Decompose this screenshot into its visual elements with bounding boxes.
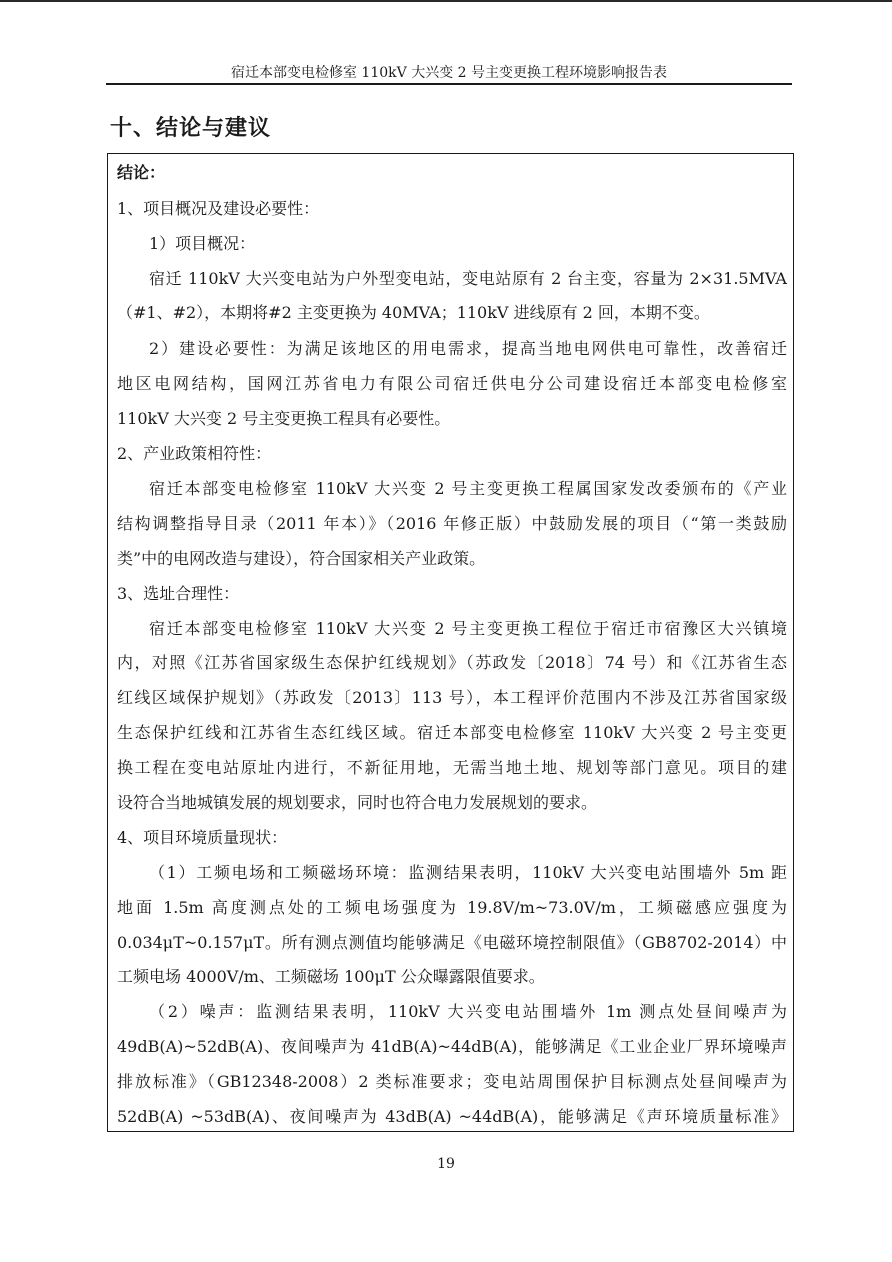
paragraph-line: 0.034μT~0.157μT。所有测点测值均能够满足《电磁环境控制限值》（GB8702-2014）中 [117,933,787,952]
paragraph-line: 52dB(A) ~53dB(A)、夜间噪声为 43dB(A) ~44dB(A)，能够满足《声环境质量标准》 [117,1107,787,1126]
paragraph-line: 110kV 大兴变 2 号主变更换工程具有必要性。 [117,409,451,428]
paragraph-line: 宿迁本部变电检修室 110kV 大兴变 2 号主变更换工程位于宿迁市宿豫区大兴镇境 [149,619,787,638]
paragraph-line: 排放标准》（GB12348-2008）2 类标准要求；变电站周围保护目标测点处昼间噪声为 [117,1072,787,1091]
conclusion-label: 结论： [117,163,166,182]
paragraph-line: 设符合当地城镇发展的规划要求，同时也符合电力发展规划的要求。 [117,793,598,812]
page-top-border [0,0,892,2]
paragraph-line: 宿迁 110kV 大兴变电站为户外型变电站，变电站原有 2 台主变，容量为 2×31.5MVA [149,269,787,288]
paragraph-line: 内，对照《江苏省国家级生态保护红线规划》（苏政发〔2018〕74 号）和《江苏省生态 [117,653,787,672]
heading-site-selection: 3、选址合理性： [117,584,240,603]
paragraph-line: 宿迁本部变电检修室 110kV 大兴变 2 号主变更换工程属国家发改委颁布的《产业 [149,479,787,498]
paragraph-line: 地面 1.5m 高度测点处的工频电场强度为 19.8V/m~73.0V/m，工频磁感应强度为 [117,898,787,917]
paragraph-line: 2）建设必要性：为满足该地区的用电需求，提高当地电网供电可靠性，改善宿迁 [149,339,787,358]
section-title: 十、结论与建议 [110,116,272,141]
paragraph-line: 生态保护红线和江苏省生态红线区域。宿迁本部变电检修室 110kV 大兴变 2 号主变更 [117,723,787,742]
running-header: 宿迁本部变电检修室 110kV 大兴变 2 号主变更换工程环境影响报告表 [230,65,668,81]
header-rule [106,83,792,85]
heading-environment-quality: 4、项目环境质量现状： [117,828,288,847]
paragraph-line: （#1、#2），本期将#2 主变更换为 40MVA；110kV 进线原有 2 回，本期不变。 [117,303,710,322]
page-number: 19 [437,1156,455,1172]
heading-industry-policy: 2、产业政策相符性： [117,444,272,463]
paragraph-line: 地区电网结构，国网江苏省电力有限公司宿迁供电分公司建设宿迁本部变电检修室 [117,374,787,393]
paragraph-line: 49dB(A)~52dB(A)、夜间噪声为 41dB(A)~44dB(A)，能够满足《工业企业厂界环境噪声 [117,1037,787,1056]
heading-project-overview: 1、项目概况及建设必要性： [117,199,320,218]
paragraph-line: 类”中的电网改造与建设），符合国家相关产业政策。 [117,549,486,568]
paragraph-line: （1）工频电场和工频磁场环境：监测结果表明，110kV 大兴变电站围墙外 5m 距 [149,863,787,882]
paragraph-line: （2）噪声：监测结果表明，110kV 大兴变电站围墙外 1m 测点处昼间噪声为 [149,1002,787,1021]
paragraph-line: 工频电场 4000V/m、工频磁场 100μT 公众曝露限值要求。 [117,967,545,986]
paragraph-line: 红线区域保护规划》（苏政发〔2013〕113 号），本工程评价范围内不涉及江苏省国家级 [117,688,787,707]
subheading-overview: 1）项目概况： [149,234,256,253]
paragraph-line: 结构调整指导目录（2011 年本）》（2016 年修正版）中鼓励发展的项目（“第一类鼓励 [117,514,787,533]
paragraph-line: 换工程在变电站原址内进行，不新征用地，无需当地土地、规划等部门意见。项目的建 [117,758,787,777]
